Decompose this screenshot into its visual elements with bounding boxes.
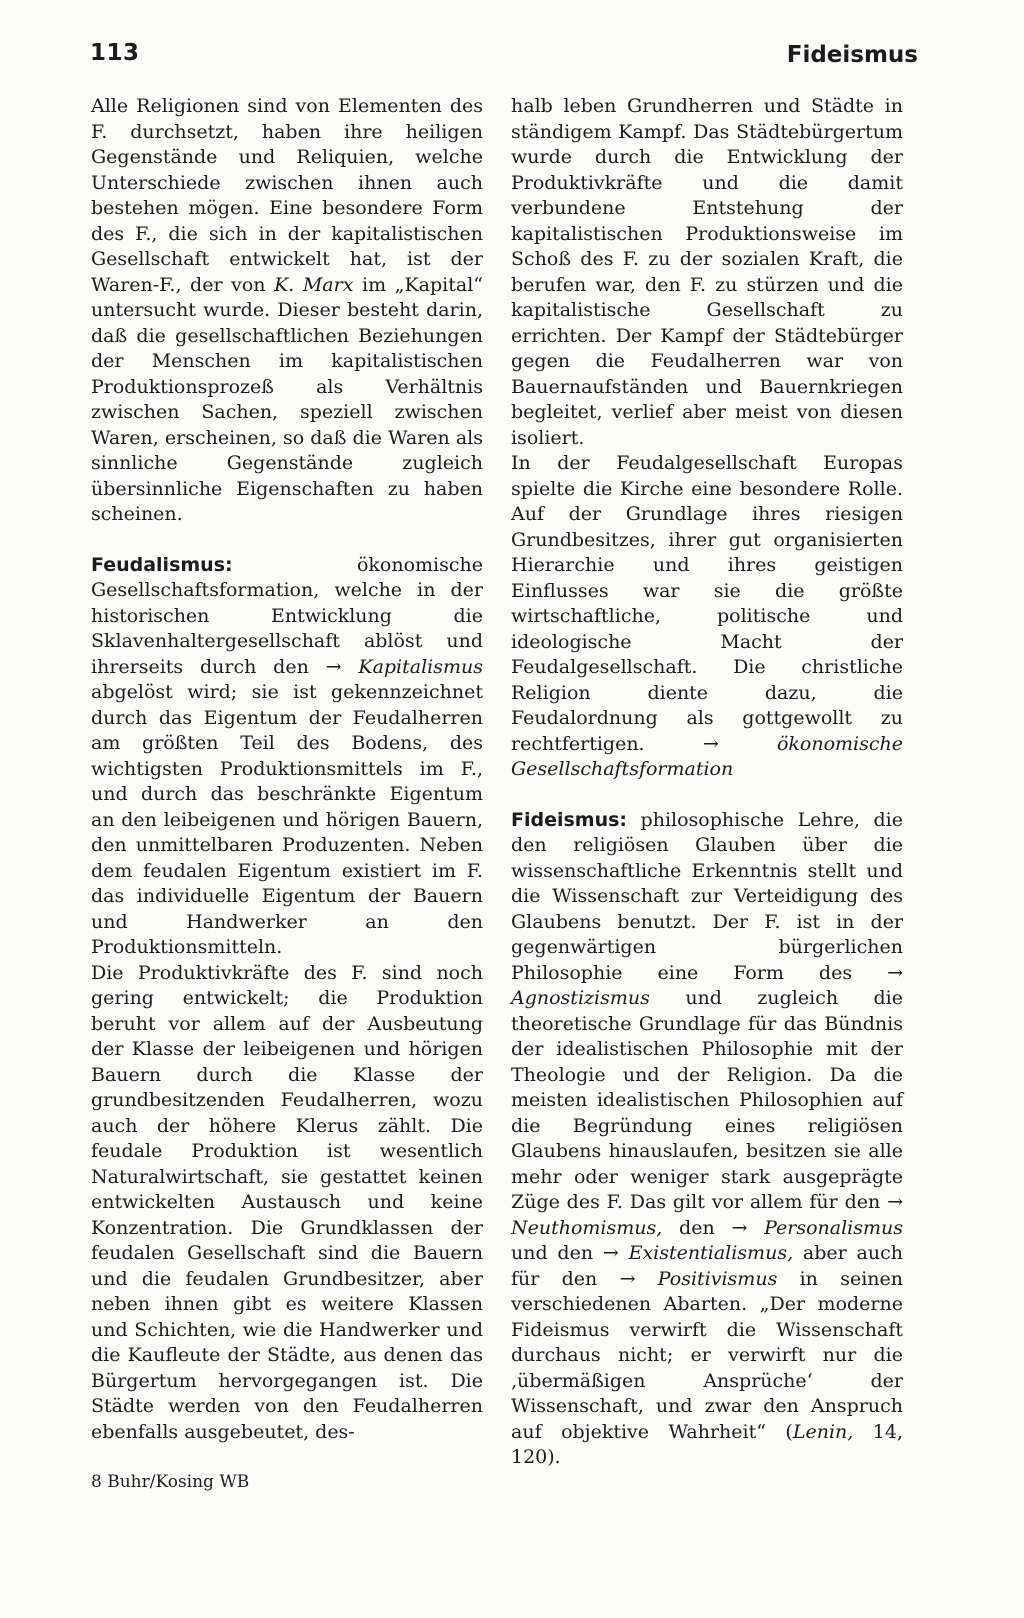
cross-reference: → Neuthomismus, xyxy=(511,1191,903,1239)
left-column xyxy=(91,94,483,1445)
cross-reference: → Agnostizismus xyxy=(511,961,903,1009)
cross-reference: → Personalismus xyxy=(731,1216,903,1239)
entry-term: Feudalismus: xyxy=(91,553,233,576)
paragraph: Alle Religionen sind von Elementen des F. durchsetzt, haben ihre heiligen Gegenstände und Reliquien, welche Unterschiede zwischen ihnen auch bestehen mögen. Eine besondere Form des F., die sich in der kapitalistischen Gesellschaft entwickelt hat, ist der Waren-F., der von K. Marx im „Kapital“ untersucht wurde. Dieser besteht darin, daß die gesellschaftlichen Beziehungen der Menschen im kapitalistischen Produktionsprozeß als Verhältnis zwischen Sachen, speziell zwischen Waren, erscheinen, so daß die Waren als sinnliche Gegenstände zugleich übersinnliche Eigenschaften zu haben scheinen. xyxy=(91,95,484,525)
printer-signature: 8 Buhr/Kosing WB xyxy=(91,1472,250,1492)
page-number: 113 xyxy=(90,40,140,66)
paragraph: halb leben Grundherren und Städte in ständigem Kampf. Das Städtebürgertum wurde durch die Entwicklung der Produktivkräfte und die damit verbundene Entstehung der kapitalistischen Produktionsweise im Schoß des F. zu der sozialen Kraft, die berufen war, den F. zu stürzen und die kapitalistische Gesellschaft zu errichten. Der Kampf der Städtebürger gegen die Feudalherren war von Bauernaufständen und Bauernkriegen begleitet, verlief aber meist von diesen isoliert. xyxy=(511,95,903,449)
entry-term: Fideismus: xyxy=(511,808,628,831)
right-column xyxy=(511,94,903,1471)
citation-author: Lenin, xyxy=(792,1420,854,1443)
paragraph: Die Produktivkräfte des F. sind noch gering entwickelt; die Produktion beruht vor allem auf der Ausbeutung der Klasse der leibeigenen und hörigen Bauern durch die Klasse der grundbesitzenden Feudalherren, wozu auch der höhere Klerus zählt. Die feudale Produktion ist wesentlich Naturalwirtschaft, sie gestattet keinen entwickelten Austausch und keine Konzentration. Die Grundklassen der feudalen Gesellschaft sind die Bauern und die feudalen Grundbesitzer, aber neben ihnen gibt es weitere Klassen und Schichten, wie die Handwerker und die Kaufleute der Städte, aus denen das Bürgertum hervorgegangen ist. Die Städte werden von den Feudalherren ebenfalls ausgebeutet, des- xyxy=(91,961,483,1443)
cross-reference: → Existentialismus, xyxy=(602,1242,794,1264)
entry-fideismus: Fideismus: philosophische Lehre, die den religiösen Glauben über die wissenschaftliche Erkenntnis stellt und die Wissenschaft zur Verteidigung des Glaubens benutzt. Der F. ist in der gegenwärtigen bürgerlichen Philosophie eine Form des → Agnostizismus und zugleich die theoretische Grundlage für das Bündnis der idealistischen Philosophie mit der Theologie und der Religion. Da die meisten idealistischen Philosophien auf die Begründung eines religiösen Glaubens hinauslaufen, besitzen sie alle mehr oder weniger stark ausgeprägte Züge des F. Das gilt vor allem für den → Neuthomismus, den → Personalismus und den → Existentialismus, aber auch für den → Positivismus in seinen verschiedenen Abarten. „Der moderne Fideismus verwirft die Wissenschaft durchaus nicht; er verwirft nur die ‚übermäßigen Ansprüche‘ der Wissenschaft, und zwar den Anspruch auf objektive Wahrheit“ (Lenin, 14, 120). xyxy=(511,808,904,1468)
paragraph: In der Feudalgesellschaft Europas spielte die Kirche eine besondere Rolle. Auf der Grundlage ihres riesigen Grundbesitzes, ihrer gut organisierten Hierarchie und ihres geistigen Einflusses war sie die größte wirtschaftliche, politische und ideologische Macht der Feudalgesellschaft. Die christliche Religion diente dazu, die Feudalordnung als gottgewollt zu rechtfertigen. → ökonomische Gesellschaftsformation xyxy=(511,452,903,780)
cross-reference: → ökonomische Gesellschaftsformation xyxy=(511,732,903,780)
cross-reference: → Kapitalismus xyxy=(325,655,484,678)
entry-feudalismus: Feudalismus: ökonomische Gesellschaftsformation, welche in der historischen Entwicklung die Sklavenhaltergesellschaft ablöst und ihrerseits durch den → Kapitalismus abgelöst wird; sie ist gekennzeichnet durch das Eigentum der Feudalherren am größten Teil des Bodens, des wichtigsten Produktionsmittels im F., und durch das beschränkte Eigentum an den leibeigenen und hörigen Bauern, den unmittelbaren Produzenten. Neben dem feudalen Eigentum existiert im F. das individuelle Eigentum der Bauern und Handwerker an den Produktionsmitteln. xyxy=(91,553,484,958)
author-name: K. Marx xyxy=(274,273,354,296)
cross-reference: → Positivismus xyxy=(619,1267,778,1290)
running-head: Fideismus xyxy=(786,42,918,68)
